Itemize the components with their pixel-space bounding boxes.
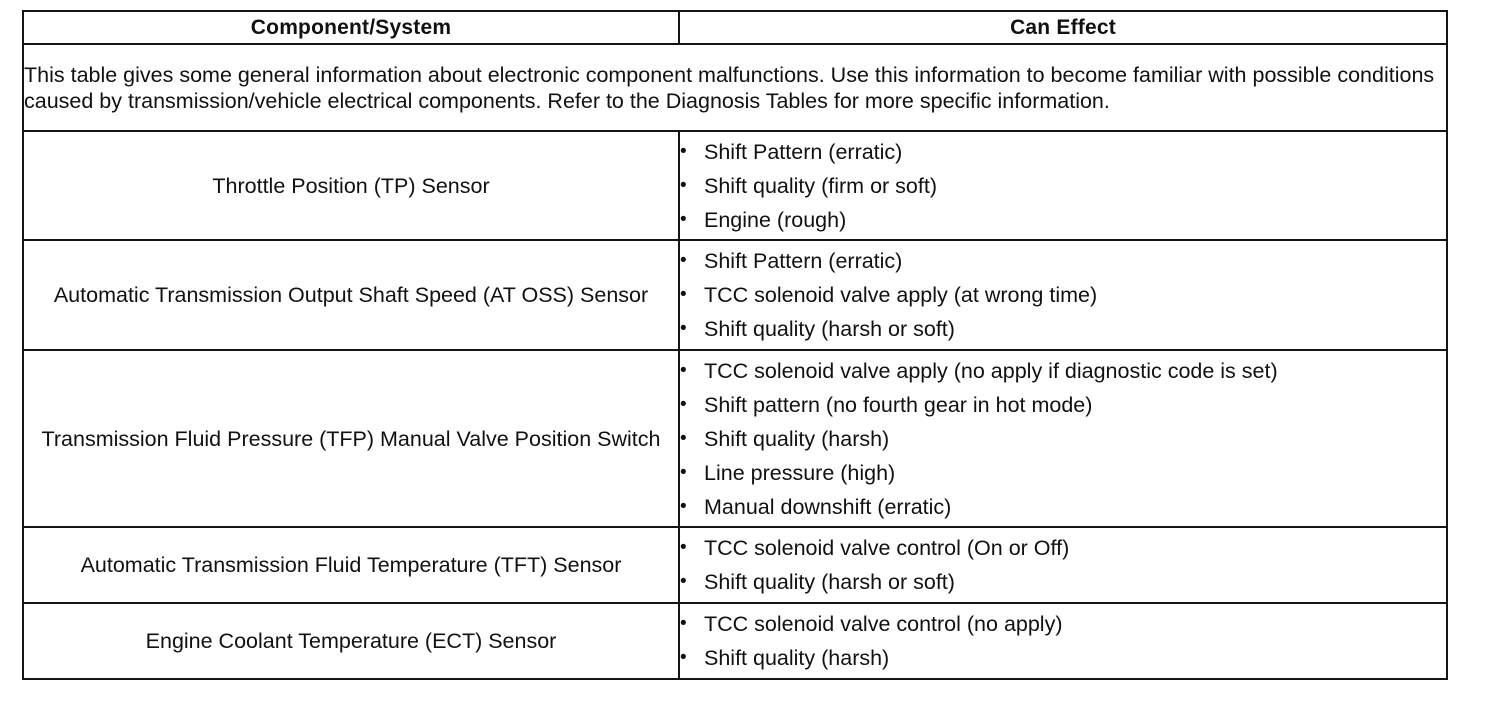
effects-cell bbox=[679, 131, 1447, 240]
effect-text: Shift pattern (no fourth gear in hot mode) bbox=[704, 392, 1093, 417]
effect-text: Line pressure (high) bbox=[704, 460, 896, 485]
effect-item bbox=[680, 565, 1446, 599]
effect-item bbox=[680, 490, 1446, 524]
effect-item bbox=[680, 244, 1446, 278]
table-row bbox=[23, 240, 1447, 350]
effect-text: Shift quality (firm or soft) bbox=[704, 173, 937, 198]
bullet-icon: • bbox=[680, 208, 687, 230]
effect-item bbox=[680, 203, 1446, 237]
effect-item bbox=[680, 422, 1446, 456]
effect-text: TCC solenoid valve control (On or Off) bbox=[704, 536, 1070, 560]
bullet-icon: • bbox=[680, 461, 687, 483]
effect-item bbox=[680, 278, 1446, 312]
effect-text: Engine (rough) bbox=[704, 207, 847, 232]
effect-text: Manual downshift (erratic) bbox=[704, 494, 952, 519]
effect-text: Shift quality (harsh) bbox=[704, 646, 890, 670]
effects-list bbox=[680, 607, 1446, 675]
component-cell: Engine Coolant Temperature (ECT) Sensor bbox=[23, 603, 679, 679]
effects-list bbox=[680, 354, 1446, 524]
header-component-system: Component/System bbox=[23, 11, 679, 44]
component-effects-table bbox=[22, 10, 1448, 680]
bullet-icon: • bbox=[680, 318, 687, 339]
bullet-icon: • bbox=[680, 537, 687, 558]
intro-row bbox=[23, 44, 1447, 131]
effect-item bbox=[680, 456, 1446, 490]
header-row bbox=[23, 11, 1447, 44]
effects-list bbox=[680, 135, 1446, 237]
intro-text: This table gives some general information about electronic component malfunctions. Use this information to become familiar with possible conditions caused by transmission/vehicle electrical components. Refer to the Diagnosis Tables for more specific information. bbox=[23, 44, 1447, 131]
bullet-icon: • bbox=[680, 427, 687, 449]
component-effects-table-container bbox=[22, 10, 1446, 680]
effect-text: Shift quality (harsh or soft) bbox=[704, 570, 955, 594]
table-row bbox=[23, 527, 1447, 603]
effect-item bbox=[680, 169, 1446, 203]
effect-text: Shift Pattern (erratic) bbox=[704, 139, 903, 164]
effect-item bbox=[680, 135, 1446, 169]
bullet-icon: • bbox=[680, 571, 687, 592]
effects-cell bbox=[679, 240, 1447, 350]
component-cell: Automatic Transmission Output Shaft Speed (AT OSS) Sensor bbox=[23, 240, 679, 350]
effect-text: Shift quality (harsh or soft) bbox=[704, 317, 955, 341]
effects-cell bbox=[679, 350, 1447, 527]
bullet-icon: • bbox=[680, 140, 687, 162]
table-row bbox=[23, 350, 1447, 527]
bullet-icon: • bbox=[680, 250, 687, 271]
effect-text: Shift quality (harsh) bbox=[704, 426, 890, 451]
effect-text: Shift Pattern (erratic) bbox=[704, 249, 903, 273]
component-cell: Throttle Position (TP) Sensor bbox=[23, 131, 679, 240]
bullet-icon: • bbox=[680, 647, 687, 668]
effects-cell bbox=[679, 603, 1447, 679]
effects-list bbox=[680, 244, 1446, 346]
effect-item bbox=[680, 312, 1446, 346]
table-row bbox=[23, 131, 1447, 240]
table-row bbox=[23, 603, 1447, 679]
bullet-icon: • bbox=[680, 495, 687, 517]
bullet-icon: • bbox=[680, 284, 687, 305]
bullet-icon: • bbox=[680, 393, 687, 415]
effect-text: TCC solenoid valve control (no apply) bbox=[704, 612, 1063, 636]
component-cell: Automatic Transmission Fluid Temperature (TFT) Sensor bbox=[23, 527, 679, 603]
effect-item bbox=[680, 607, 1446, 641]
effect-item bbox=[680, 388, 1446, 422]
bullet-icon: • bbox=[680, 359, 687, 381]
effect-text: TCC solenoid valve apply (at wrong time) bbox=[704, 283, 1098, 307]
effect-item bbox=[680, 641, 1446, 675]
effect-item bbox=[680, 531, 1446, 565]
header-can-effect: Can Effect bbox=[679, 11, 1447, 44]
bullet-icon: • bbox=[680, 613, 687, 634]
effects-cell bbox=[679, 527, 1447, 603]
effect-item bbox=[680, 354, 1446, 388]
effects-list bbox=[680, 531, 1446, 599]
component-cell: Transmission Fluid Pressure (TFP) Manual Valve Position Switch bbox=[23, 350, 679, 527]
effect-text: TCC solenoid valve apply (no apply if diagnostic code is set) bbox=[704, 358, 1278, 383]
bullet-icon: • bbox=[680, 174, 687, 196]
